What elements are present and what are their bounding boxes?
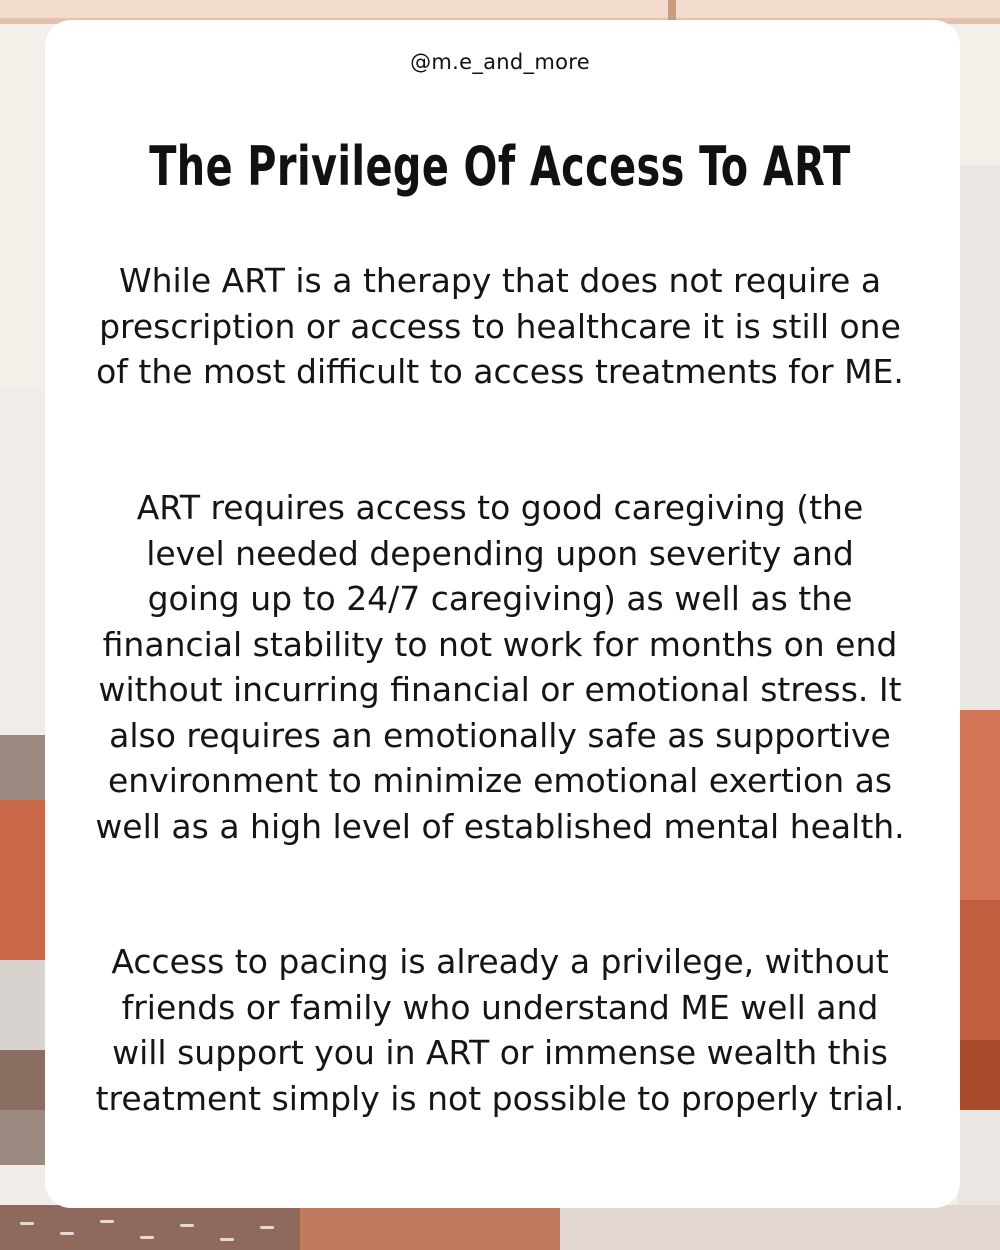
paragraph-intro: While ART is a therapy that does not require a prescription or access to healthcare it is still one of the most difficult to access treatments for ME. [96, 261, 904, 391]
paragraph-requirements: ART requires access to good caregiving (the level needed depending upon severity and going up to 24/7 caregiving) as well as the financial stability to not work for months on end without incurring financial or emotional stress. It also requires an emotionally safe as supportive environment to minimize emotional exertion as well as a high level of established mental health. [95, 488, 905, 846]
account-handle: @m.e_and_more [410, 50, 590, 74]
page-title: The Privilege Of Access To ART [149, 135, 851, 198]
paragraph-conclusion: Access to pacing is already a privilege, without friends or family who understand ME well and will support you in ART or immense wealth this treatment simply is not possible to properly trial. [95, 942, 905, 1118]
